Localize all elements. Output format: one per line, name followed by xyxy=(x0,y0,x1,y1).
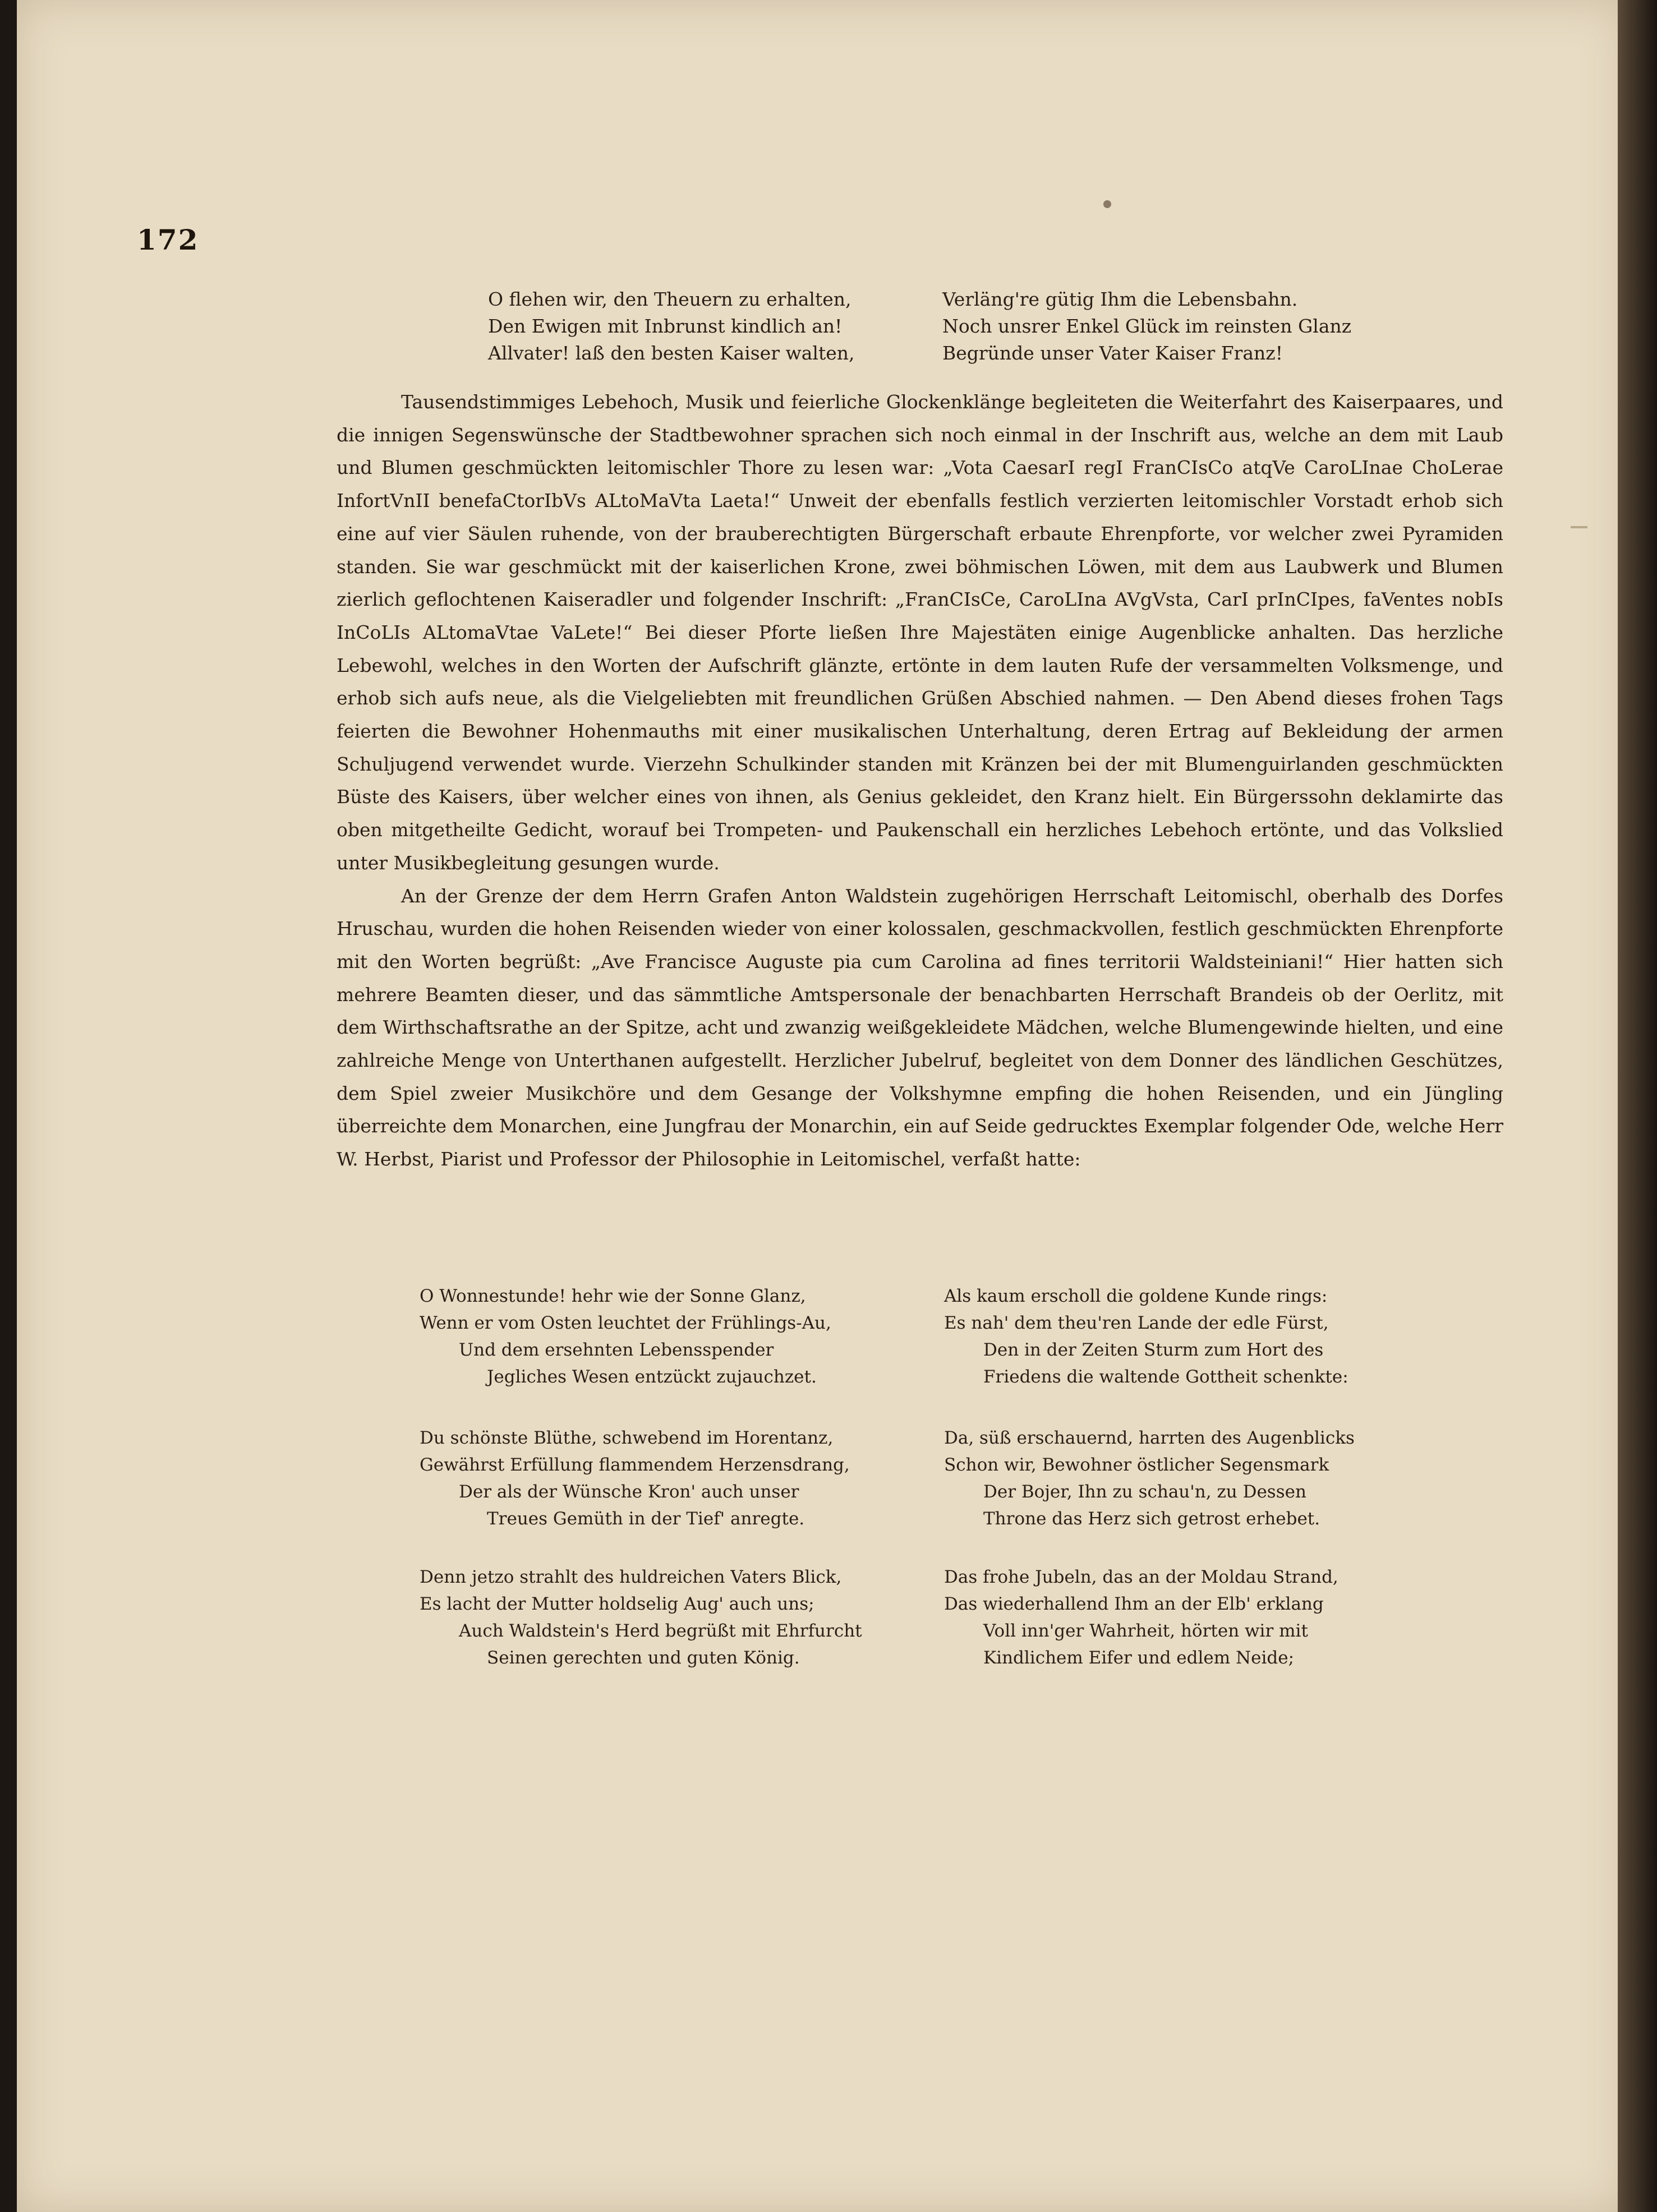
ode-stanza xyxy=(944,1283,1348,1390)
ode-stanza xyxy=(420,1283,831,1390)
ode-line: Schon wir, Bewohner östlicher Segensmark xyxy=(944,1455,1329,1475)
ode-line: Das frohe Jubeln, das an der Moldau Strand, xyxy=(944,1567,1338,1587)
ode-line: Der als der Wünsche Kron' auch unser xyxy=(459,1482,799,1502)
book-page xyxy=(17,0,1627,2212)
ode-line: Der Bojer, Ihn zu schau'n, zu Dessen xyxy=(983,1482,1306,1502)
ode-stanza xyxy=(944,1425,1355,1532)
page-edge-shadow xyxy=(1618,0,1657,2212)
ode-line: Du schönste Blüthe, schwebend im Horentanz, xyxy=(420,1428,834,1448)
ode-line: Als kaum erscholl die goldene Kunde rings: xyxy=(944,1286,1328,1306)
ode-line: Auch Waldstein's Herd begrüßt mit Ehrfurcht xyxy=(459,1621,862,1641)
ode-stanza xyxy=(420,1564,862,1671)
ode-line: Voll inn'ger Wahrheit, hörten wir mit xyxy=(983,1621,1308,1641)
ode-line: Und dem ersehnten Lebensspender xyxy=(459,1340,774,1360)
paragraph: An der Grenze der dem Herrn Grafen Anton Waldstein zugehörigen Herrschaft Leitomischl, oberhalb des Dorfes Hruschau, wurden die hohen Reisenden wieder von einer kolossalen, geschmackvollen, festlich geschmückten Ehrenpforte mit den Worten begrüßt: „Ave Francisce Auguste pia cum Carolina ad fines territorii Waldsteiniani!“ Hier hatten sich mehrere Beamten dieser, und das sämmtliche Amtspersonale der benachbarten Herrschaft Brandeis ob der Oerlitz, mit dem Wirthschaftsrathe an der Spitze, acht und zwanzig weißgekleidete Mädchen, welche Blumengewinde hielten, und eine zahlreiche Menge von Unterthanen aufgestellt. Herzlicher Jubelruf, begleitet von dem Donner des ländlichen Geschützes, dem Spiel zweier Musikchöre und dem Gesange der Volkshymne empfing die hohen Reisenden, und ein Jüngling überreichte dem Monarchen, eine Jungfrau der Monarchin, ein auf Seide gedrucktes Exemplar folgender Ode, welche Herr W. Herbst, Piarist und Professor der Philosophie in Leitomischel, verfaßt hatte: xyxy=(337,884,1503,1170)
ode-line: Wenn er vom Osten leuchtet der Frühlings-Au, xyxy=(420,1313,831,1333)
ode-line: Da, süß erschauernd, harrten des Augenblicks xyxy=(944,1428,1355,1448)
paragraph: Tausendstimmiges Lebehoch, Musik und feierliche Glockenklänge begleiteten die Weiterfahrt des Kaiserpaares, und die innigen Segenswünsche der Stadtbewohner sprachen sich noch einmal in der Inschrift aus, welche an dem mit Laub und Blumen geschmückten leitomischler Thore zu lesen war: „Vota CaesarI regI FranCIsCo atqVe CaroLInae ChoLerae InfortVnII benefaCtorIbVs ALtoMaVta Laeta!“ Unweit der ebenfalls festlich verzierten leitomischler Vorstadt erhob sich eine auf vier Säulen ruhende, von der brauberechtigten Bürgerschaft erbaute Ehrenpforte, vor welcher zwei Pyramiden standen. Sie war geschmückt mit der kaiserlichen Krone, zwei böhmischen Löwen, mit dem aus Laubwerk und Blumen zierlich geflochtenen Kaiseradler und folgender Inschrift: „FranCIsCe, CaroLIna AVgVsta, CarI prInCIpes, faVentes nobIs InCoLIs ALtomaVtae VaLete!“ Bei dieser Pforte ließen Ihre Majestäten einige Augenblicke anhalten. Das herzliche Lebewohl, welches in den Worten der Aufschrift glänzte, ertönte in dem lauten Rufe der versammelten Volksmenge, und erhob sich aufs neue, als die Vielgeliebten mit freundlichen Grüßen Abschied nahmen. — Den Abend dieses frohen Tags feierten die Bewohner Hohenmauths mit einer musikalischen Unterhaltung, deren Ertrag auf Bekleidung der armen Schuljugend verwendet wurde. Vierzehn Schulkinder standen mit Kränzen bei der mit Blumenguirlanden geschmückten Büste des Kaisers, über welcher eines von ihnen, als Genius gekleidet, den Kranz hielt. Ein Bürgerssohn deklamirte das oben mitgetheilte Gedicht, worauf bei Trompeten- und Paukenschall ein herzliches Lebehoch ertönte, und das Volkslied unter Musikbegleitung gesungen wurde. xyxy=(337,391,1503,874)
ode-line: Das wiederhallend Ihm an der Elb' erklang xyxy=(944,1594,1324,1614)
ode-line: Treues Gemüth in der Tief' anregte. xyxy=(487,1509,805,1529)
poem-line: O flehen wir, den Theuern zu erhalten, xyxy=(488,288,851,310)
ode-line: Seinen gerechten und guten König. xyxy=(487,1648,800,1668)
ode-line: O Wonnestunde! hehr wie der Sonne Glanz, xyxy=(420,1286,806,1306)
poem-line: Den Ewigen mit Inbrunst kindlich an! xyxy=(488,315,843,337)
ode-line: Es lacht der Mutter holdselig Aug' auch uns; xyxy=(420,1594,814,1614)
top-poem-left-column xyxy=(488,286,854,367)
top-poem-right-column xyxy=(942,286,1351,367)
ode-line: Es nah' dem theu'ren Lande der edle Fürst, xyxy=(944,1313,1329,1333)
poem-line: Begründe unser Vater Kaiser Franz! xyxy=(942,342,1283,364)
ode-line: Friedens die waltende Gottheit schenkte: xyxy=(983,1367,1348,1387)
ode-line: Den in der Zeiten Sturm zum Hort des xyxy=(983,1340,1324,1360)
page-number: 172 xyxy=(137,223,199,256)
body-text xyxy=(337,386,1503,1176)
ode-stanza xyxy=(420,1425,850,1532)
ode-line: Jegliches Wesen entzückt zujauchzet. xyxy=(487,1367,817,1387)
ode-line: Kindlichem Eifer und edlem Neide; xyxy=(983,1648,1295,1668)
ink-dot xyxy=(1103,200,1111,208)
ode-line: Gewährst Erfüllung flammendem Herzensdrang, xyxy=(420,1455,850,1475)
poem-line: Allvater! laß den besten Kaiser walten, xyxy=(488,342,855,364)
poem-line: Noch unsrer Enkel Glück im reinsten Glanz xyxy=(942,315,1352,337)
ode-line: Throne das Herz sich getrost erhebet. xyxy=(983,1509,1320,1529)
ode-stanza xyxy=(944,1564,1338,1671)
ode-line: Denn jetzo strahlt des huldreichen Vaters Blick, xyxy=(420,1567,842,1587)
margin-mark xyxy=(1571,526,1587,528)
poem-line: Verläng're gütig Ihm die Lebensbahn. xyxy=(942,288,1298,310)
